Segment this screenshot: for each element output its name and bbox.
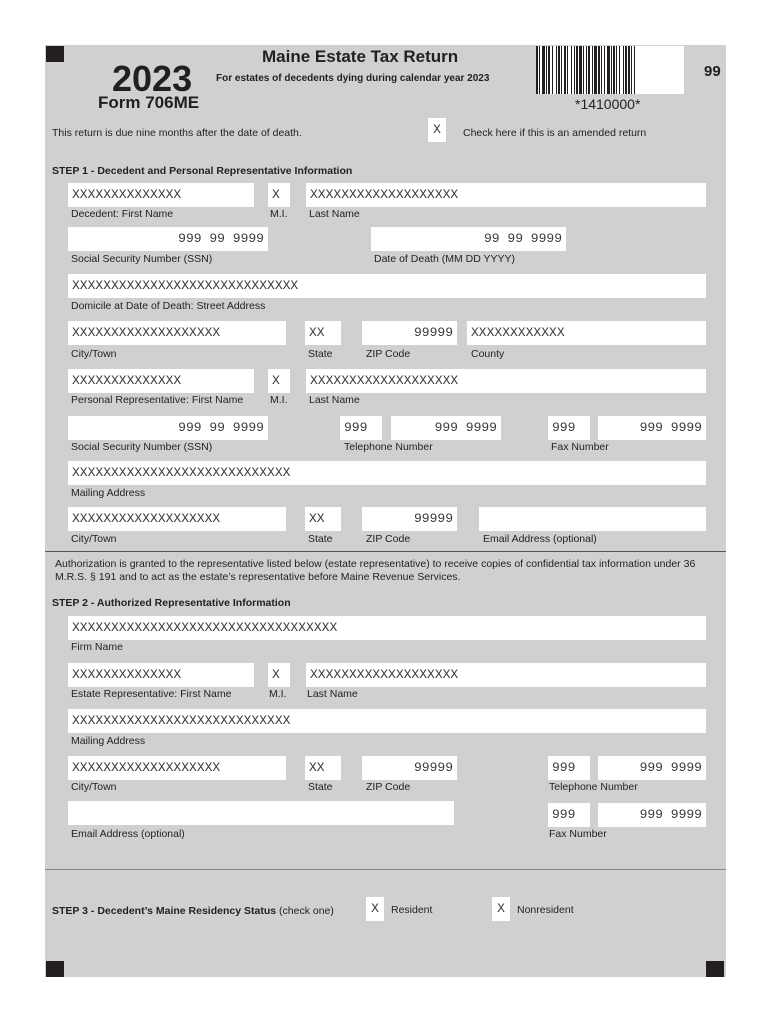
- pr-zip-field[interactable]: 99999: [362, 507, 457, 531]
- pr-state-label: State: [308, 533, 333, 545]
- step3-heading-text: STEP 3 - Decedent’s Maine Residency Status: [52, 905, 277, 917]
- er-fax-number-field[interactable]: 999 9999: [598, 803, 706, 827]
- date-of-death-label: Date of Death (MM DD YYYY): [374, 253, 516, 265]
- er-last-name-field[interactable]: XXXXXXXXXXXXXXXXXXX: [306, 663, 706, 687]
- state-field[interactable]: XX: [305, 321, 341, 345]
- er-phone-area-field[interactable]: 999: [548, 756, 590, 780]
- pr-mailing-address-label: Mailing Address: [71, 487, 146, 499]
- er-phone-number-field[interactable]: 999 9999: [598, 756, 706, 780]
- nonresident-checkbox[interactable]: X: [492, 897, 510, 921]
- er-city-label: City/Town: [71, 781, 117, 793]
- form-year: 2023: [112, 58, 193, 99]
- pr-ssn-label: Social Security Number (SSN): [71, 441, 213, 453]
- er-fax-area-field[interactable]: 999: [548, 803, 590, 827]
- decedent-last-name-label: Last Name: [309, 208, 360, 220]
- decedent-mi-field[interactable]: X: [268, 183, 290, 207]
- er-zip-field[interactable]: 99999: [362, 756, 457, 780]
- section-divider: [45, 551, 726, 552]
- pr-first-name-field[interactable]: XXXXXXXXXXXXXX: [68, 369, 254, 393]
- pr-phone-label: Telephone Number: [344, 441, 433, 453]
- er-mi-label: M.I.: [269, 688, 287, 700]
- form-subtitle: For estates of decedents dying during calendar year 2023: [216, 73, 490, 84]
- er-city-field[interactable]: XXXXXXXXXXXXXXXXXXX: [68, 756, 286, 780]
- pr-email-label: Email Address (optional): [483, 533, 597, 545]
- city-label: City/Town: [71, 348, 117, 360]
- pr-mi-label: M.I.: [270, 394, 288, 406]
- step1-heading: STEP 1 - Decedent and Personal Representative Information: [52, 165, 353, 177]
- er-email-label: Email Address (optional): [71, 828, 185, 840]
- pr-mailing-address-field[interactable]: XXXXXXXXXXXXXXXXXXXXXXXXXXXX: [68, 461, 706, 485]
- er-mailing-address-label: Mailing Address: [71, 735, 146, 747]
- zip-label: ZIP Code: [366, 348, 411, 360]
- decedent-first-name-label: Decedent: First Name: [71, 208, 174, 220]
- pr-last-name-field[interactable]: XXXXXXXXXXXXXXXXXXX: [306, 369, 706, 393]
- decedent-first-name-field[interactable]: XXXXXXXXXXXXXX: [68, 183, 254, 207]
- decedent-last-name-field[interactable]: XXXXXXXXXXXXXXXXXXX: [306, 183, 706, 207]
- date-of-death-field[interactable]: 99 99 9999: [371, 227, 566, 251]
- county-field[interactable]: XXXXXXXXXXXX: [467, 321, 706, 345]
- domicile-address-label: Domicile at Date of Death: Street Address: [71, 300, 266, 312]
- authorization-text: Authorization is granted to the representative listed below (estate representative) to receive copies of confidential tax information under 36 M.R.S. § 191 and to act as the estate’s representative before Maine Revenue Services.: [55, 558, 696, 583]
- county-label: County: [471, 348, 505, 360]
- pr-phone-number-field[interactable]: 999 9999: [391, 416, 501, 440]
- amended-label: Check here if this is an amended return: [463, 127, 647, 139]
- er-first-name-label: Estate Representative: First Name: [71, 688, 232, 700]
- pr-city-label: City/Town: [71, 533, 117, 545]
- barcode-number: *1410000*: [575, 96, 641, 112]
- page-number: 99: [704, 63, 721, 80]
- pr-email-field[interactable]: [479, 507, 706, 531]
- er-phone-label: Telephone Number: [549, 781, 638, 793]
- pr-zip-label: ZIP Code: [366, 533, 411, 545]
- decedent-ssn-label: Social Security Number (SSN): [71, 253, 213, 265]
- pr-state-field[interactable]: XX: [305, 507, 341, 531]
- registration-mark-top-left: [46, 46, 64, 62]
- pr-city-field[interactable]: XXXXXXXXXXXXXXXXXXX: [68, 507, 286, 531]
- section-divider-2: [45, 869, 726, 870]
- er-last-name-label: Last Name: [307, 688, 358, 700]
- registration-mark-bottom-right: [706, 961, 724, 977]
- pr-mi-field[interactable]: X: [268, 369, 290, 393]
- nonresident-label: Nonresident: [517, 904, 574, 916]
- amended-checkbox[interactable]: X: [428, 118, 446, 142]
- pr-last-name-label: Last Name: [309, 394, 360, 406]
- decedent-mi-label: M.I.: [270, 208, 288, 220]
- pr-first-name-label: Personal Representative: First Name: [71, 394, 244, 406]
- step3-heading: [52, 905, 334, 917]
- er-first-name-field[interactable]: XXXXXXXXXXXXXX: [68, 663, 254, 687]
- decedent-ssn-field[interactable]: 999 99 9999: [68, 227, 268, 251]
- step2-heading: STEP 2 - Authorized Representative Information: [52, 597, 291, 609]
- er-zip-label: ZIP Code: [366, 781, 411, 793]
- state-label: State: [308, 348, 333, 360]
- pr-fax-number-field[interactable]: 999 9999: [598, 416, 706, 440]
- er-fax-label: Fax Number: [549, 828, 607, 840]
- pr-phone-area-field[interactable]: 999: [340, 416, 382, 440]
- due-note: This return is due nine months after the date of death.: [52, 127, 302, 139]
- domicile-address-field[interactable]: XXXXXXXXXXXXXXXXXXXXXXXXXXXXX: [68, 274, 706, 298]
- er-state-label: State: [308, 781, 333, 793]
- pr-ssn-field[interactable]: 999 99 9999: [68, 416, 268, 440]
- barcode: [536, 46, 684, 94]
- firm-name-field[interactable]: XXXXXXXXXXXXXXXXXXXXXXXXXXXXXXXXXX: [68, 616, 706, 640]
- zip-field[interactable]: 99999: [362, 321, 457, 345]
- resident-checkbox[interactable]: X: [366, 897, 384, 921]
- resident-label: Resident: [391, 904, 433, 916]
- pr-fax-label: Fax Number: [551, 441, 609, 453]
- step3-heading-note: (check one): [279, 905, 334, 917]
- registration-mark-bottom-left: [46, 961, 64, 977]
- form-number: Form 706ME: [98, 93, 200, 112]
- pr-fax-area-field[interactable]: 999: [548, 416, 590, 440]
- er-mailing-address-field[interactable]: XXXXXXXXXXXXXXXXXXXXXXXXXXXX: [68, 709, 706, 733]
- er-email-field[interactable]: [68, 801, 454, 825]
- firm-name-label: Firm Name: [71, 641, 123, 653]
- city-field[interactable]: XXXXXXXXXXXXXXXXXXX: [68, 321, 286, 345]
- form-title: Maine Estate Tax Return: [262, 47, 459, 66]
- er-state-field[interactable]: XX: [305, 756, 341, 780]
- er-mi-field[interactable]: X: [268, 663, 290, 687]
